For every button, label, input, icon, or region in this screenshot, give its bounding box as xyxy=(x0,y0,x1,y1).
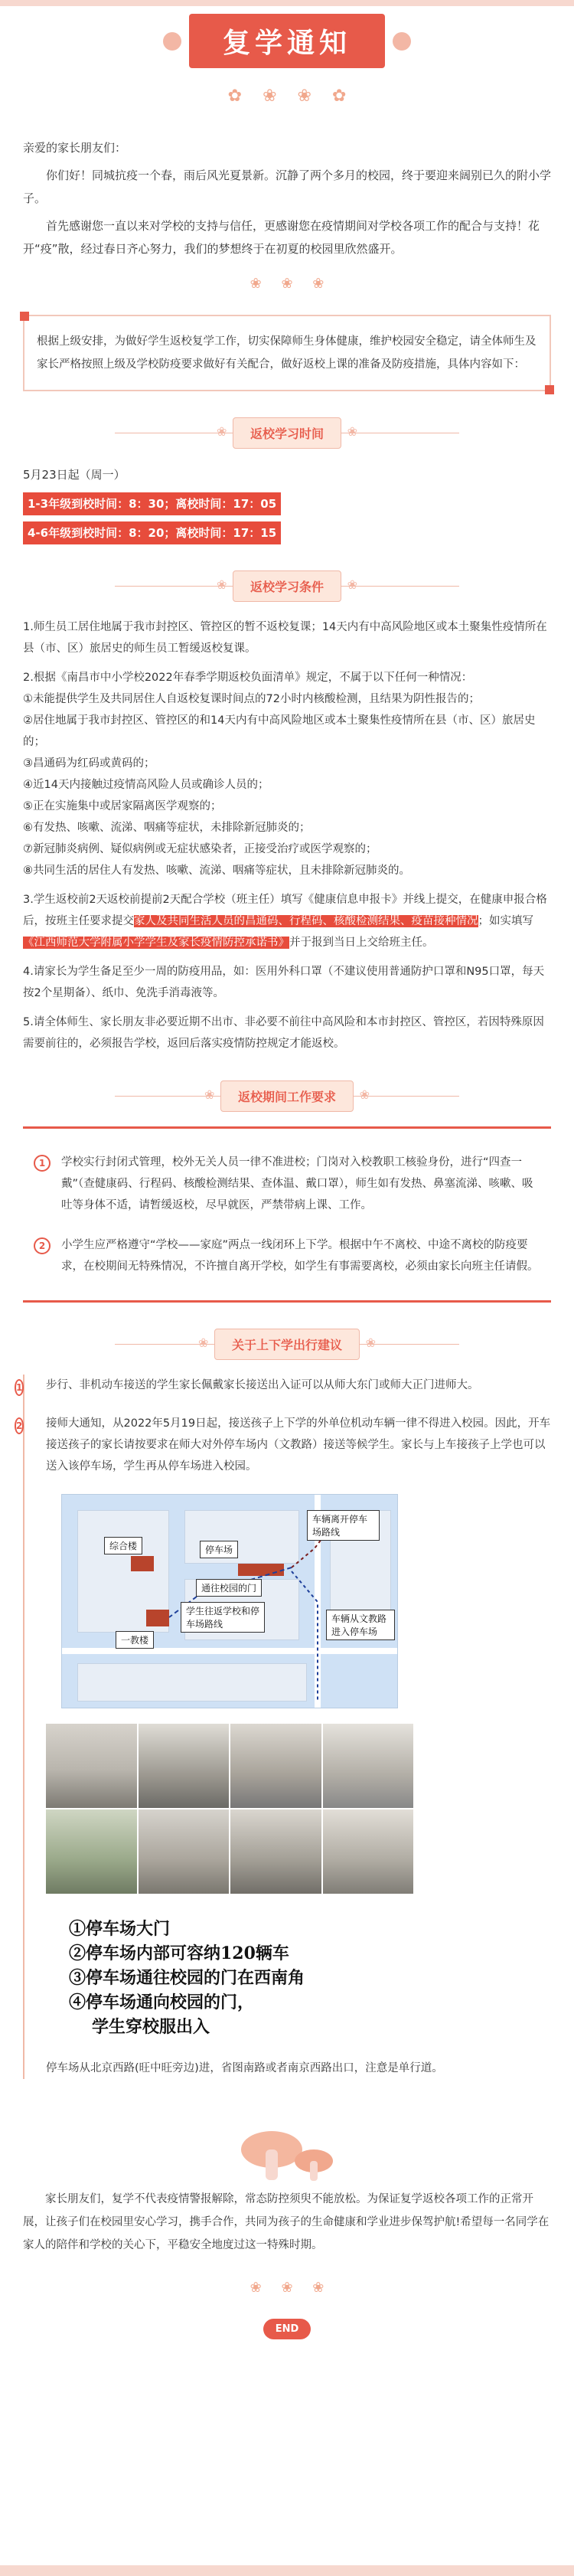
bell-icon: ✿ xyxy=(227,87,243,106)
closing-area xyxy=(0,2096,574,2362)
condition-2-head: 2.根据《南昌市中小学校2022年春季学期返校负面清单》规定，不属于以下任何一种情况： xyxy=(23,672,473,684)
legend-item: 学生穿校服出入 xyxy=(92,2017,210,2037)
top-stripe xyxy=(0,0,574,6)
schedule-date: 5月23日起（周一） xyxy=(23,468,126,482)
conditions xyxy=(0,616,574,1054)
greeting xyxy=(0,106,574,260)
title-area xyxy=(0,6,574,68)
campus-map xyxy=(61,1494,398,1708)
photo-campus-path xyxy=(230,1809,321,1894)
number-badge: 1 xyxy=(34,1155,51,1172)
end-label: END xyxy=(263,2319,311,2339)
condition-3-text: ；如实填写 xyxy=(478,915,533,927)
commute-paragraph-3 xyxy=(46,2058,551,2079)
commute-section xyxy=(16,1375,551,2079)
condition-3-highlight: 家人及共同生活人员的昌通码、行程码、核酸检测结果、疫苗接种情况 xyxy=(134,915,478,927)
commute-paragraph-1 xyxy=(16,1375,551,1396)
photo-parking-gate xyxy=(46,1724,137,1808)
commute-text: 步行、非机动车接送的学生家长佩戴家长接送出入证可以从师大东门或师大正门进师大。 xyxy=(46,1379,479,1391)
flower-icon: ❀ xyxy=(312,2280,325,2296)
greeting-paragraph-2: 首先感谢您一直以来对学校的支持与信任，更感谢您在疫情期间对学校各项工作的配合与支持！花开“疫”散，经过春日齐心努力，我们的梦想终于在初夏的校园里欣然盛开。 xyxy=(23,219,540,256)
number-badge: 2 xyxy=(34,1237,51,1254)
closing-text: 家长朋友们，复学不代表疫情警报解除，常态防控须臾不能放松。为保证复学返校各项工作的正常开展，让孩子们在校园里安心学习，携手合作，共同为孩子的生命健康和学业进步保驾护航!希望每一名同学在家人的陪伴和学校的关心下，平稳安全地度过这一特殊时期。 xyxy=(23,2193,550,2251)
flower-icon: ❀ xyxy=(312,276,325,292)
rule-text: 学校实行封闭式管理，校外无关人员一律不准进校；门岗对入校教职工核验身份，进行“四查一戴”（查健康码、行程码、核酸检测结果、查体温、戴口罩），师生如有发热、鼻塞流涕、咳嗽、吸吐等身体不适，请暂缓返校，尽早就医，严禁带病上课、工作。 xyxy=(61,1156,533,1211)
bottom-stripe xyxy=(0,2565,574,2576)
rule-item xyxy=(34,1152,540,1216)
flower-icon: ❀ xyxy=(281,2280,293,2296)
legend-item: ②停车场内部可容纳120辆车 xyxy=(69,1943,289,1963)
section-header-time xyxy=(0,417,574,448)
divider-flowers xyxy=(23,2280,551,2296)
rules-box xyxy=(23,1126,551,1303)
condition-4: 4.请家长为学生备足至少一周的防疫用品，如：医用外科口罩（不建议使用普通防护口罩和N95口罩，每天按2个星期备）、纸巾、免洗手消毒液等。 xyxy=(23,966,545,999)
photo-campus-path xyxy=(323,1809,414,1894)
condition-3-text: 3.学生返校前2天返校前提前2天配合学校（班主任）填写《健康信息申报卡》并线上提交，在健康申报合格后，按班主任要求提交 xyxy=(23,894,547,927)
section-title: ❀ 返校学习条件 ❀ xyxy=(233,570,341,602)
intro-box xyxy=(23,315,551,391)
list-item: ⑧共同生活的居住人有发热、咳嗽、流涕、咽痛等症状，且未排除新冠肺炎的。 xyxy=(23,865,410,877)
schedule xyxy=(0,463,574,544)
section-header-conditions xyxy=(0,570,574,601)
mushroom-decoration xyxy=(23,2119,551,2188)
list-item: ①未能提供学生及共同居住人自返校复课时间点的72小时内核酸检测，且结果为阴性报告的； xyxy=(23,693,480,705)
section-title: ❀ 关于上下学出行建议 ❀ xyxy=(214,1329,360,1360)
flower-icon: ❀ xyxy=(249,2280,262,2296)
condition-2-list xyxy=(23,688,551,881)
list-item: ③昌通码为红码或黄码的； xyxy=(23,757,155,770)
commute-text: 停车场从北京西路(旺中旺旁边)进，省图南路或者南京西路出口，注意是单行道。 xyxy=(46,2062,443,2074)
flower-icon: ❀ xyxy=(281,276,293,292)
map-label: 综合楼 xyxy=(104,1537,142,1554)
section-title: ❀ 返校期间工作要求 ❀ xyxy=(220,1080,354,1112)
legend-item: ①停车场大门 xyxy=(69,1919,171,1939)
list-item: ②居住地属于我市封控区、管控区的和14天内有中高风险地区或本土聚集性疫情所在县（市、区）旅居史的； xyxy=(23,714,536,748)
photo-parking-lot xyxy=(139,1724,230,1808)
flower-icon: ❀ xyxy=(297,87,311,106)
photo-legend xyxy=(46,1909,413,2047)
number-badge: 1 xyxy=(15,1379,24,1396)
schedule-line-2: 4-6年级到校时间：8：20；离校时间：17：15 xyxy=(23,521,281,544)
number-badge: 2 xyxy=(15,1417,24,1434)
section-header-commute xyxy=(0,1329,574,1359)
photo-parking-lot xyxy=(230,1724,321,1808)
list-item: ⑥有发热、咳嗽、流涕、咽痛等症状，未排除新冠肺炎的； xyxy=(23,822,311,834)
condition-3 xyxy=(23,889,551,953)
title-decoration xyxy=(0,87,574,106)
salutation: 亲爱的家长朋友们： xyxy=(23,141,127,155)
map-label: 车辆从文教路进入停车场 xyxy=(326,1610,395,1640)
flower-icon: ❀ xyxy=(249,276,262,292)
section-title: ❀ 返校学习时间 ❀ xyxy=(233,417,341,449)
map-label: 学生往返学校和停车场路线 xyxy=(181,1602,265,1633)
bell-icon: ✿ xyxy=(331,87,347,106)
mushroom-icon xyxy=(226,2119,348,2188)
condition-5: 5.请全体师生、家长朋友非必要近期不出市、非必要不前往中高风险和本市封控区、管控区，若因特殊原因需要前往的，必须报告学校，返回后落实疫情防控规定才能返校。 xyxy=(23,1016,544,1050)
page-title: 复学通知 xyxy=(189,14,385,68)
map-label: 一教楼 xyxy=(116,1631,154,1649)
commute-paragraph-2 xyxy=(16,1413,551,1477)
list-item: ④近14天内接触过疫情高风险人员或确诊人员的； xyxy=(23,779,269,791)
map-label: 车辆离开停车场路线 xyxy=(307,1510,380,1541)
photo-grid xyxy=(46,1724,413,1894)
route-line xyxy=(292,1571,318,1702)
legend-item: ④停车场通向校园的门， xyxy=(69,1992,255,2012)
greeting-paragraph-1: 你们好！同城抗疫一个春，雨后风光夏景新。沉静了两个多月的校园，终于要迎来阔别已久的附小学子。 xyxy=(23,168,552,205)
photo-parking-lot xyxy=(323,1724,414,1808)
list-item: ⑤正在实施集中或居家隔离医学观察的； xyxy=(23,800,222,812)
condition-3-text: 并于报到当日上交给班主任。 xyxy=(289,937,434,949)
flower-icon: ❀ xyxy=(263,87,277,106)
map-label: 停车场 xyxy=(200,1541,238,1558)
commute-text: 接师大通知，从2022年5月19日起，接送孩子上下学的外单位机动车辆一律不得进入校园。因此，开车接送孩子的家长请按要求在师大对外停车场内（文教路）接送等候学生。家长与上车接孩子上学也可以送入该停车场，学生再从停车场进入校园。 xyxy=(46,1417,551,1473)
divider-flowers xyxy=(0,276,574,292)
list-item: ⑦新冠肺炎病例、疑似病例或无症状感染者，正接受治疗或医学观察的； xyxy=(23,843,377,855)
map-label: 通往校园的门 xyxy=(196,1579,262,1597)
photo-campus-path xyxy=(139,1809,230,1894)
condition-3-highlight: 《江西师范大学附属小学学生及家长疫情防控承诺书》 xyxy=(23,937,289,949)
legend-item: ③停车场通往校园的门在西南角 xyxy=(69,1968,305,1988)
rule-text: 小学生应严格遵守“学校——家庭”两点一线闭环上下学。根据中午不离校、中途不离校的防疫要求，在校期间无特殊情况，不许擅自离开学校，如学生有事需要离校，必须由家长向班主任请假。 xyxy=(61,1239,539,1273)
end-badge xyxy=(23,2319,551,2339)
rule-item xyxy=(34,1234,540,1277)
section-header-rules xyxy=(0,1080,574,1111)
photo-campus-gate xyxy=(46,1809,137,1894)
intro-text: 根据上级安排，为做好学生返校复学工作，切实保障师生身体健康，维护校园安全稳定，请全体师生及家长严格按照上级及学校防疫要求做好有关配合，做好返校上课的准备及防疫措施，具体内容如下： xyxy=(37,335,536,371)
condition-1: 1.师生员工居住地属于我市封控区、管控区的暂不返校复课；14天内有中高风险地区或本土聚集性疫情所在县（市、区）旅居史的师生员工暂缓返校复课。 xyxy=(23,621,547,655)
schedule-line-1: 1-3年级到校时间：8：30；离校时间：17：05 xyxy=(23,492,281,515)
